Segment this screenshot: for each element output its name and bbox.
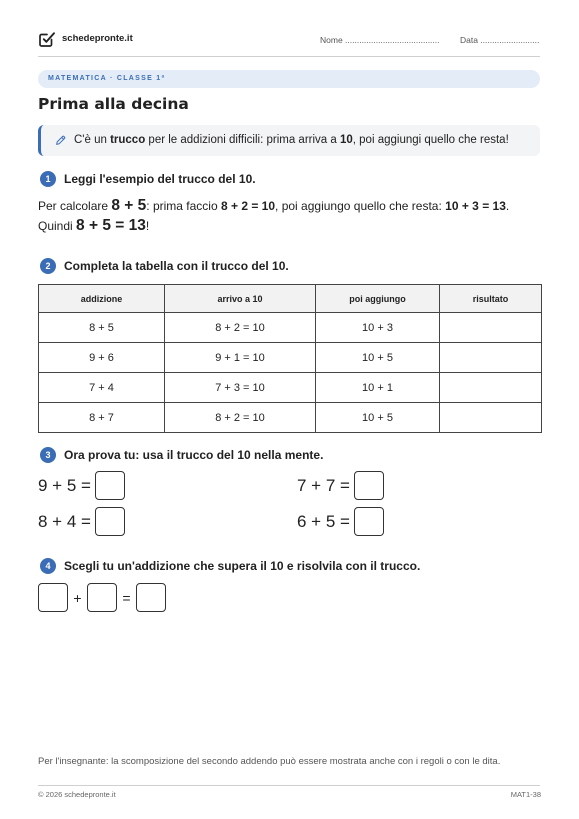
- step-number-badge: 4: [40, 558, 56, 574]
- answer-box[interactable]: [354, 471, 384, 500]
- answer-box[interactable]: [95, 507, 125, 536]
- sum-box[interactable]: [136, 583, 166, 612]
- step-3-header: [40, 447, 323, 463]
- table-header-row: [39, 285, 542, 313]
- tip-text-part: C'è un: [74, 134, 111, 146]
- example-line-2: [38, 216, 509, 236]
- exercise-item: [38, 471, 125, 500]
- tip-text: [74, 125, 509, 156]
- tip-text-part: per le addizioni difficili: prima arriva a: [145, 134, 340, 146]
- plus-sign: +: [73, 589, 82, 606]
- answer-box[interactable]: [354, 507, 384, 536]
- table-cell: 7 + 3 = 10: [165, 373, 316, 403]
- step-heading: Completa la tabella con il trucco del 10.: [64, 259, 289, 273]
- pencil-icon: [55, 135, 66, 146]
- example-text: Per calcolare: [38, 199, 112, 213]
- free-addition-row: [38, 583, 166, 612]
- exercise-item: [297, 507, 384, 536]
- category-label: MATEMATICA · CLASSE 1ª: [48, 75, 166, 82]
- result-cell[interactable]: [440, 373, 542, 403]
- column-header-addition: addizione: [39, 285, 165, 313]
- table-cell: 10 + 5: [316, 343, 440, 373]
- table-cell: 9 + 1 = 10: [165, 343, 316, 373]
- date-field: Data .........................: [460, 35, 540, 45]
- exercise-item: [38, 507, 125, 536]
- table-cell: 8 + 5: [39, 313, 165, 343]
- step-heading: Ora prova tu: usa il trucco del 10 nella mente.: [64, 448, 324, 462]
- example-big-expression: 8 + 5: [111, 197, 147, 214]
- step-1-header: [40, 171, 256, 187]
- example-bold-expression: 8 + 2 = 10: [220, 199, 276, 213]
- step-heading: Scegli tu un'addizione che supera il 10 e risolvila con il trucco.: [64, 559, 421, 573]
- equals-sign: =: [122, 589, 131, 606]
- header-divider: [38, 56, 540, 57]
- table-cell: 10 + 1: [316, 373, 440, 403]
- example-big-expression: 8 + 5 = 13: [76, 217, 146, 234]
- example-line-1: [38, 196, 509, 216]
- step-number-badge: 1: [40, 171, 56, 187]
- exercise-expression: 9 + 5 =: [38, 475, 91, 495]
- copyright: © 2026 schedepronte.it: [38, 790, 116, 799]
- table-cell: 8 + 2 = 10: [165, 313, 316, 343]
- tip-text-part: , poi aggiungi quello che resta!: [352, 134, 509, 146]
- category-pill: [38, 70, 540, 88]
- result-cell[interactable]: [440, 403, 542, 433]
- page-title: Prima alla decina: [38, 95, 189, 113]
- example-text: : prima faccio: [146, 199, 221, 213]
- table-row: [39, 403, 542, 433]
- example-bold-expression: 10 + 3 = 13: [445, 199, 506, 213]
- table-cell: 9 + 6: [39, 343, 165, 373]
- table-cell: 10 + 3: [316, 313, 440, 343]
- step-2-header: [40, 258, 289, 274]
- brand-name: schedepronte.it: [62, 33, 133, 44]
- exercise-expression: 8 + 4 =: [38, 511, 91, 531]
- step-heading: Leggi l'esempio del trucco del 10.: [64, 172, 256, 186]
- step-number-badge: 3: [40, 447, 56, 463]
- example-text: Quindi: [38, 219, 77, 233]
- example-text: , poi aggiungo quello che resta:: [275, 199, 446, 213]
- footer-divider: [38, 785, 540, 786]
- example-paragraph: [38, 196, 509, 236]
- table-row: [39, 343, 542, 373]
- example-text: .: [505, 199, 510, 213]
- step-number-badge: 2: [40, 258, 56, 274]
- addend-box[interactable]: [38, 583, 68, 612]
- answer-box[interactable]: [95, 471, 125, 500]
- column-header-reach-ten: arrivo a 10: [165, 285, 316, 313]
- table-row: [39, 373, 542, 403]
- tip-box: [38, 125, 540, 156]
- trick-table: [38, 284, 542, 433]
- table-cell: 10 + 5: [316, 403, 440, 433]
- table-row: [39, 313, 542, 343]
- name-field: Nome ........................................: [320, 35, 440, 45]
- column-header-result: risultato: [440, 285, 542, 313]
- exercise-expression: 6 + 5 =: [297, 511, 350, 531]
- exercise-expression: 7 + 7 =: [297, 475, 350, 495]
- tip-number: 10: [339, 134, 353, 146]
- teacher-note: Per l'insegnante: la scomposizione del secondo addendo può essere mostrata anche con i regoli o con le dita.: [38, 756, 501, 767]
- column-header-then-add: poi aggiungo: [316, 285, 440, 313]
- addend-box[interactable]: [87, 583, 117, 612]
- checkbox-logo-icon: [38, 30, 56, 48]
- exercise-item: [297, 471, 384, 500]
- step-4-header: [40, 558, 420, 574]
- table-cell: 7 + 4: [39, 373, 165, 403]
- result-cell[interactable]: [440, 313, 542, 343]
- example-text: !: [145, 219, 150, 233]
- worksheet-code: MAT1-38: [510, 790, 541, 799]
- table-cell: 8 + 2 = 10: [165, 403, 316, 433]
- result-cell[interactable]: [440, 343, 542, 373]
- tip-keyword: trucco: [110, 134, 146, 146]
- table-cell: 8 + 7: [39, 403, 165, 433]
